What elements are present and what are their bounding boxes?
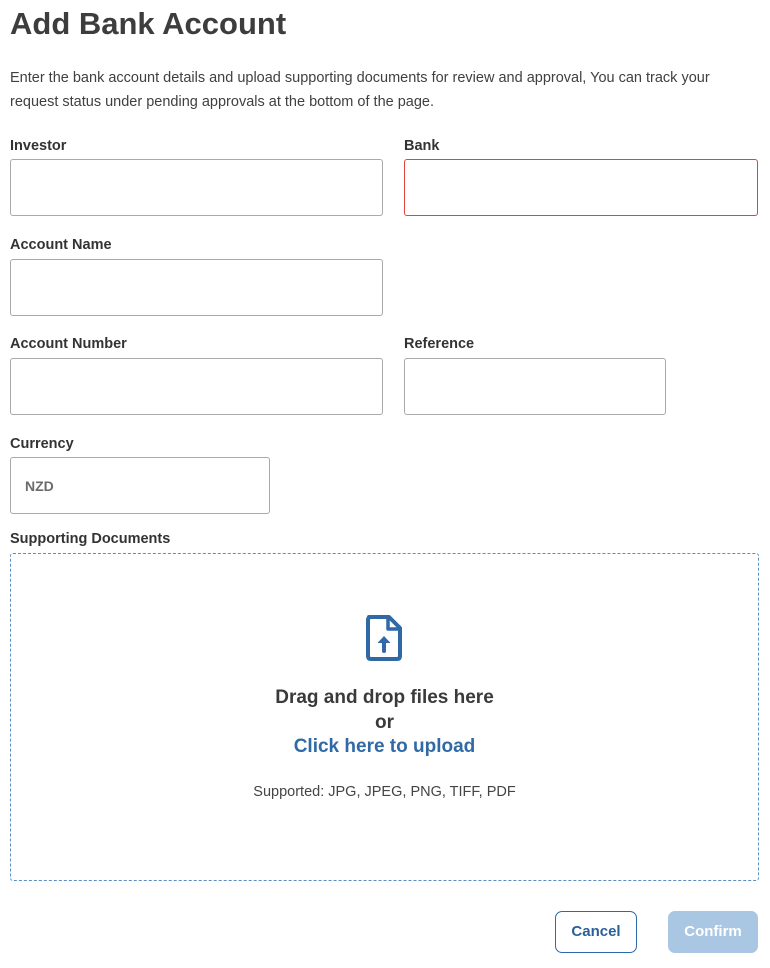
dropzone-or-text: or	[375, 712, 394, 733]
account-name-label: Account Name	[10, 237, 112, 253]
file-upload-icon	[364, 614, 404, 662]
upload-link[interactable]: Click here to upload	[293, 736, 476, 757]
account-name-input[interactable]	[10, 259, 383, 316]
page-title: Add Bank Account	[10, 6, 287, 41]
reference-input[interactable]	[404, 358, 666, 415]
currency-input[interactable]	[10, 457, 270, 514]
currency-label: Currency	[10, 436, 74, 452]
account-number-input[interactable]	[10, 358, 383, 415]
dropzone-drag-text: Drag and drop files here	[275, 687, 494, 708]
file-dropzone[interactable]	[10, 553, 759, 881]
account-number-label: Account Number	[10, 336, 127, 352]
bank-input[interactable]	[404, 159, 758, 216]
investor-input[interactable]	[10, 159, 383, 216]
confirm-button[interactable]: Confirm	[668, 911, 758, 953]
bank-label: Bank	[404, 138, 440, 154]
supporting-documents-label: Supporting Documents	[10, 531, 171, 547]
page-intro: Enter the bank account details and upload supporting documents for review and approval, You can track your request status under pending approvals at the bottom of the page.	[10, 70, 710, 110]
cancel-button[interactable]: Cancel	[555, 911, 637, 953]
reference-label: Reference	[404, 336, 475, 352]
investor-label: Investor	[10, 138, 67, 154]
supported-formats-text: Supported: JPG, JPEG, PNG, TIFF, PDF	[253, 784, 516, 800]
